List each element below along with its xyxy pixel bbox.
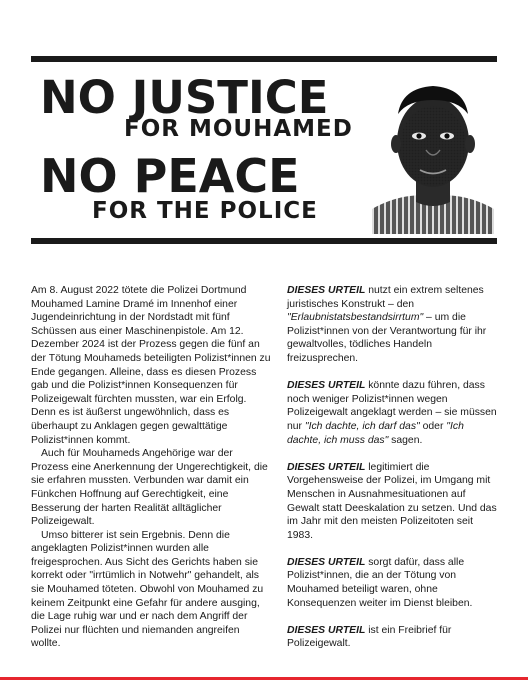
article-left-column [31,284,271,651]
statement-4 [287,556,497,610]
bottom-rule [31,238,497,244]
paragraph-verdict: Umso bitterer ist sein Ergebnis. Denn die angeklagten Polizist*innen wurden alle freigesprochen. Aus Sicht des Gerichts haben sie korrekt oder "irrtümlich in Notwehr" gehandelt, als sie Mouhamed töteten. Obwohl von Mouhamed zu keinem Zeitpunkt eine Gefahr für andere ausging, die Lage ruhig war und er nach dem Angriff der Polizei nur flüchten und niemanden angreifen wollte. [31,529,264,650]
keyword-dieses-urteil: DIESES URTEIL [287,285,366,296]
statement-4-text: sorgt dafür, dass alle Polizist*innen, die an der Tötung von Mouhamed beteiligt waren, ohne Konsequenzen weiter im Dienst bleiben. [287,556,473,609]
keyword-dieses-urteil: DIESES URTEIL [287,624,366,636]
statement-2-text-end: sagen. [388,434,423,446]
statement-5 [287,624,497,651]
keyword-dieses-urteil: DIESES URTEIL [287,556,366,568]
statement-3 [287,461,497,543]
keyword-dieses-urteil: DIESES URTEIL [287,380,366,392]
statement-2 [287,379,497,447]
statement-1-quote: "Erlaubnistatsbestandsirrtum" [287,312,424,324]
statement-3-text: legitimiert die Vorgehensweise der Polizei, im Umgang mit Menschen in Ausnahmesituationen auf Gewalt statt Deeskalation zu setzen. Und das im Jahr mit den meisten Polizeitoten seit 1983. [287,461,497,541]
article-right-column [287,284,497,665]
statement-2-quote-1: "Ich dachte, ich darf das" [304,420,420,432]
statement-1-text: nutzt ein extrem seltenes juristisches Konstrukt – den [287,285,484,310]
statement-2-text-mid: oder [419,420,447,432]
portrait-image [372,74,494,234]
statement-2-text: könnte dazu führen, dass noch weniger Polizist*innen wegen Polizeigewalt angeklagt werden – sie müssen nur [287,380,497,432]
paragraph-intro: Am 8. August 2022 tötete die Polizei Dortmund Mouhamed Lamine Dramé im Innenhof einer Jugendeinrichtung in der Nordstadt mit fünf Schüssen aus einer Maschinenpistole. Am 12. Dezember 2024 ist der Prozess gegen die fünf an der Tötung Mouhameds beteiligten Polizist*innen zu Ende gegangen. Alleine, dass es diesen Prozess gab und die Polizist*innen Konsequenzen für Polizeigewalt fürchten mussten, war ein Erfolg. Denn es ist äußerst ungewöhnlich, dass es überhaupt zu Anklagen gegen gewalttätige Polizist*innen kommt. [31,285,271,446]
headline-for-the-police: FOR THE POLICE [92,198,318,224]
top-rule [31,56,497,62]
headline-for-mouhamed: FOR MOUHAMED [124,116,353,142]
headline-no-peace: NO PEACE [40,149,300,203]
statement-1-text-end: – um die Polizist*innen von der Verantwortung für ihr gewaltvolles, tödliches Handeln freizusprechen. [287,312,487,364]
headline-no-justice: NO JUSTICE [40,71,329,124]
statement-5-text: ist ein Freibrief für Polizeigewalt. [287,624,452,650]
statement-2-quote-2: "Ich dachte, ich muss das" [287,420,464,446]
paragraph-relatives: Auch für Mouhameds Angehörige war der Prozess eine Anerkennung der Ungerechtigkeit, die sie erfahren mussten. Verbunden war damit ein Fünkchen Hoffnung auf Gerechtigkeit, eine Besserung der harten Realität alltäglicher Polizeigewalt. [31,448,268,528]
statement-1 [287,284,497,366]
keyword-dieses-urteil: DIESES URTEIL [287,461,366,473]
